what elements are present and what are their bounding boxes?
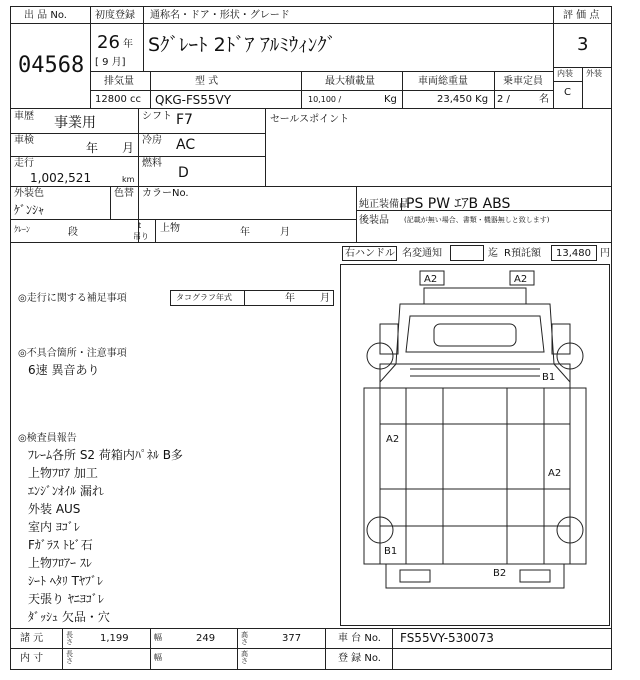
cab-front	[396, 304, 554, 364]
list-item: ｼｰﾄ ﾍﾀﾘ Tﾔﾌﾞﾚ	[28, 574, 103, 588]
grid-line	[10, 186, 612, 187]
history: 事業用	[54, 115, 96, 131]
grid-line	[10, 242, 612, 243]
inner-dims-label: 内 寸	[20, 653, 44, 664]
inner-width-label: 幅	[154, 653, 162, 662]
driving-title: ◎走行に関する補足事項	[18, 293, 127, 304]
history-label: 車歴	[14, 111, 34, 122]
lot-label: 出 品 No.	[24, 10, 67, 21]
length-label: 長さ	[66, 631, 73, 646]
tacho-month: 月	[320, 293, 330, 304]
grid-line	[10, 628, 612, 629]
model-label: 型 式	[195, 76, 219, 87]
tacho-label: タコグラフ年式	[176, 293, 232, 302]
shift-label: シフト	[142, 111, 172, 122]
fuel-label: 燃料	[142, 158, 162, 169]
exterior-score-label: 外装	[586, 69, 602, 78]
fuel: D	[178, 165, 189, 181]
vehicle-name-label: 通称名・ドア・形状・グレード	[150, 10, 290, 21]
model-code: QKG-FS55VY	[155, 93, 232, 107]
damage-mark: B1	[384, 546, 398, 557]
meter-note: 迄	[488, 248, 498, 259]
grid-line	[110, 186, 111, 219]
height-label: 高さ	[241, 631, 248, 646]
chassis-label: 車 台 No.	[338, 633, 381, 644]
reg-no-label: 登 録 No.	[338, 653, 381, 664]
color: ｹﾞﾝｼｬ	[14, 203, 45, 217]
grid-line	[553, 23, 612, 24]
damage-mark: B2	[493, 568, 507, 579]
gvw-label: 車両総重量	[418, 76, 468, 87]
color-change-label: 色替	[114, 188, 134, 199]
height: 377	[282, 633, 302, 644]
length: 1,199	[100, 633, 129, 644]
grid-line	[553, 81, 582, 82]
grid-line	[392, 628, 393, 670]
crane-hang: 吊り	[133, 232, 149, 241]
score-label: 評 価 点	[563, 10, 600, 21]
grid-line	[301, 71, 302, 108]
cargo-box	[380, 388, 570, 564]
defects: 6速 異音あり	[28, 363, 100, 377]
grid-line	[10, 23, 90, 24]
grid-line	[90, 23, 553, 24]
interior-score: C	[564, 87, 571, 98]
reg-year-unit: 年	[123, 39, 133, 50]
grid-line	[356, 186, 357, 242]
color-code-label: カラーNo.	[142, 188, 189, 199]
list-item: ﾌﾚｰﾑ各所 S2 荷箱内ﾊﾟﾈﾙ B多	[28, 448, 183, 462]
yen-unit: 円	[600, 248, 610, 259]
first-reg-label: 初度登録	[95, 10, 135, 21]
inner-height-label: 高さ	[241, 650, 248, 665]
interior-score-label: 内装	[557, 69, 573, 78]
aftermarket-label: 後装品	[359, 215, 389, 226]
damage-mark: A2	[548, 468, 562, 479]
meter-change-box	[450, 245, 484, 261]
displacement: 12800 cc	[95, 94, 141, 105]
list-item: ｴﾝｼﾞﾝｵｲﾙ 漏れ	[28, 484, 104, 498]
mileage-unit: km	[122, 175, 135, 184]
color-label: 外装色	[14, 188, 44, 199]
width: 249	[196, 633, 216, 644]
vehicle-name: Sｸﾞﾚｰﾄ 2ﾄﾞｱ ｱﾙﾐｳｨﾝｸﾞ	[148, 34, 337, 56]
list-item: 上物ﾌﾛｱ 加工	[28, 466, 98, 480]
capacity-value: 2 /	[497, 94, 510, 105]
reg-month: [ 9 月]	[95, 57, 126, 68]
list-item: ﾀﾞｯｼｭ 欠品・穴	[28, 610, 110, 624]
grid-line	[402, 71, 403, 108]
score: 3	[577, 34, 589, 55]
grid-line	[155, 219, 156, 242]
shift: F7	[176, 112, 193, 128]
upper-year: 年	[240, 227, 250, 238]
capacity-label: 乗車定員	[503, 76, 543, 87]
aircon: AC	[176, 137, 196, 153]
meter-change-label: 名変通知	[402, 248, 442, 259]
chassis-number: FS55VY-530073	[400, 631, 494, 645]
upper-month: 月	[280, 227, 290, 238]
defects-title: ◎不具合箇所・注意事項	[18, 348, 127, 359]
gvw-value: 23,450 Kg	[437, 94, 489, 105]
aftermarket-note: (記載が無い場合、書類・機器無しと致します)	[404, 216, 550, 224]
grid-line	[10, 219, 356, 220]
grid-line	[10, 133, 265, 134]
inspection-label: 車検	[14, 135, 34, 146]
mileage: 1,002,521	[30, 171, 92, 185]
sales-point-label: セールスポイント	[270, 114, 350, 125]
list-item: 天張り ﾔﾆﾖｺﾞﾚ	[28, 592, 104, 606]
load-label: 最大積載量	[325, 76, 375, 87]
truck-damage-diagram	[340, 264, 610, 626]
inspection-month: 月	[122, 141, 135, 155]
list-item: Fｶﾞﾗｽ ﾄﾋﾞ石	[28, 538, 93, 552]
grid-line	[237, 628, 238, 670]
grid-line	[494, 71, 495, 108]
grid-line	[325, 628, 326, 670]
r-meter-value: 13,480	[556, 248, 591, 259]
width-label: 幅	[154, 633, 162, 642]
cargo-rear	[386, 564, 564, 588]
grid-line	[150, 628, 151, 670]
grid-line	[10, 156, 265, 157]
grid-line	[90, 6, 91, 108]
list-item: 室内 ﾖｺﾞﾚ	[28, 520, 80, 534]
grid-line	[10, 648, 612, 649]
crane-ton: t	[138, 221, 142, 230]
grid-line	[62, 628, 63, 670]
grid-line	[582, 67, 583, 108]
grid-line	[553, 6, 554, 108]
load-unit: Kg	[384, 94, 397, 105]
displacement-label: 排気量	[104, 76, 134, 87]
capacity-unit: 名	[539, 94, 549, 105]
grid-line	[10, 108, 612, 109]
aircon-label: 冷房	[142, 135, 162, 146]
grid-line	[143, 6, 144, 71]
inspector-title: ◎検査員報告	[18, 433, 77, 444]
equipment-label: 純正装備品	[359, 199, 409, 210]
upper-label: 上物	[160, 223, 180, 234]
list-item: 上物ﾌﾛｱｰ ｽﾚ	[28, 556, 92, 570]
crane-stage: 段	[68, 227, 78, 238]
load-value: 10,100 /	[308, 95, 342, 104]
grid-line	[265, 108, 266, 186]
r-meter-label: R預託額	[504, 248, 541, 259]
grid-line	[90, 90, 553, 91]
damage-mark: B1	[542, 372, 556, 383]
inspection-year: 年	[86, 141, 99, 155]
damage-mark: A2	[514, 274, 528, 285]
damage-mark: A2	[386, 434, 400, 445]
cab-roof	[424, 288, 526, 304]
grid-line	[150, 71, 151, 108]
damage-mark: A2	[424, 274, 438, 285]
reg-year: 26	[97, 32, 120, 53]
list-item: 外装 AUS	[28, 502, 81, 516]
tacho-year: 年	[285, 293, 295, 304]
crane-label: ｸﾚｰﾝ	[14, 225, 30, 234]
lot-number: 04568	[18, 53, 85, 78]
rhd: 右ハンドル	[345, 248, 395, 259]
grid-line	[244, 290, 245, 306]
equipment: PS PW ｴｱB ABS	[406, 196, 511, 212]
dims-label: 諸 元	[20, 633, 44, 644]
inner-length-label: 長さ	[66, 650, 73, 665]
mileage-label: 走行	[14, 158, 34, 169]
grid-line	[90, 71, 553, 72]
